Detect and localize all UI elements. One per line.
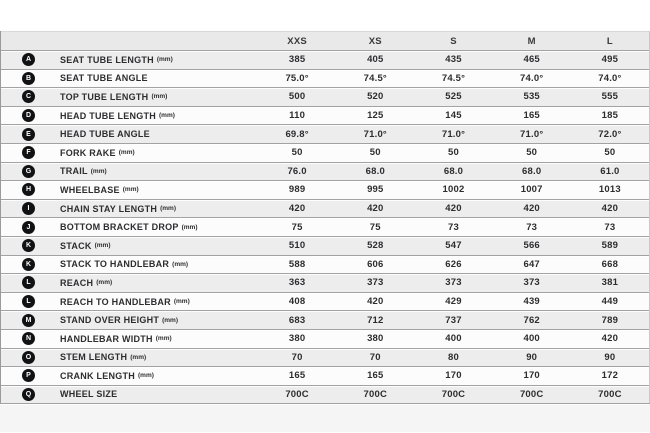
row-value-m: 700C: [519, 388, 544, 400]
row-value-xs: 75: [369, 221, 381, 233]
row-letter-badge: I: [22, 202, 35, 215]
row-value-xs: 420: [367, 296, 384, 308]
row-badge-cell: [1, 88, 56, 106]
row-unit: (mm): [138, 372, 154, 380]
row-label-cell: [56, 256, 258, 274]
row-value-m: 74.0°: [520, 72, 544, 84]
row-value-s: 73: [448, 221, 459, 233]
row-badge-cell: [1, 293, 56, 311]
row-value-l: 74.0°: [598, 72, 622, 84]
row-value-s: 737: [445, 314, 462, 326]
row-value-m: 439: [523, 296, 540, 308]
row-unit: (mm): [118, 149, 135, 157]
row-value-xxs: 50: [291, 147, 303, 159]
row-label-cell: [56, 218, 258, 236]
row-value-s: 71.0°: [441, 128, 466, 140]
row-value-m: 400: [523, 333, 540, 345]
row-value-s: 700C: [441, 388, 466, 400]
row-label-cell: [56, 311, 258, 329]
row-value-xs: 125: [367, 110, 384, 122]
row-badge-cell: [1, 256, 56, 274]
row-value-xxs: 363: [288, 277, 306, 289]
row-value-xxs: 510: [288, 240, 306, 252]
table-row: [1, 199, 649, 218]
row-value-xs: 405: [367, 54, 384, 66]
row-value-m: 90: [526, 351, 538, 363]
row-value-xxs: 75: [291, 221, 303, 233]
row-label: BOTTOM BRACKET DROP: [60, 222, 179, 233]
row-value-m: 762: [523, 314, 540, 326]
row-value-s: 80: [448, 351, 459, 363]
row-value-xxs: 700C: [285, 388, 309, 400]
row-value-xxs: 69.8°: [285, 128, 309, 140]
row-value-s: 420: [445, 203, 462, 215]
row-unit: (mm): [151, 93, 168, 101]
row-letter-badge: L: [22, 276, 35, 289]
row-label-cell: [56, 163, 258, 181]
row-value-s: 373: [445, 277, 462, 289]
row-value-s: 400: [445, 333, 462, 345]
row-letter-badge: K: [22, 239, 35, 252]
row-label: HANDLEBAR WIDTH: [60, 333, 153, 344]
row-label-cell: [56, 330, 258, 348]
row-value-xs: 74.5°: [363, 72, 387, 84]
row-badge-cell: [1, 218, 56, 236]
row-label: STAND OVER HEIGHT: [60, 315, 160, 326]
row-unit: (mm): [155, 335, 172, 343]
row-value-xxs: 75.0°: [285, 72, 309, 84]
row-value-xs: 68.0: [365, 165, 385, 177]
row-letter-badge: E: [22, 128, 35, 141]
row-value-l: 789: [601, 314, 619, 326]
row-value-l: 172: [601, 370, 619, 382]
row-label: HEAD TUBE LENGTH: [60, 110, 156, 121]
row-value-s: 1002: [442, 184, 465, 196]
row-label: TOP TUBE LENGTH: [60, 91, 149, 102]
row-unit: (mm): [122, 186, 139, 194]
row-badge-cell: [1, 125, 56, 143]
row-value-xxs: 70: [291, 351, 303, 363]
row-value-xxs: 989: [288, 184, 306, 196]
row-value-l: 700C: [598, 388, 622, 400]
row-value-l: 72.0°: [598, 128, 622, 140]
row-letter-badge: D: [22, 109, 35, 122]
row-value-l: 73: [604, 221, 616, 233]
row-value-xxs: 165: [288, 370, 306, 382]
row-label-cell: [56, 200, 258, 218]
row-value-xxs: 408: [288, 296, 306, 308]
row-label-cell: [56, 144, 258, 162]
row-value-m: 1007: [520, 184, 543, 196]
header-badge-spacer: [1, 32, 56, 50]
row-unit: (mm): [96, 279, 113, 287]
col-header-s: S: [450, 35, 457, 47]
row-label: WHEELBASE: [60, 184, 120, 195]
row-value-m: 170: [523, 370, 540, 382]
table-row: [1, 385, 649, 404]
row-value-m: 68.0: [522, 165, 542, 177]
row-label-cell: [56, 293, 258, 311]
row-label: SEAT TUBE LENGTH: [60, 54, 154, 65]
row-label: WHEEL SIZE: [60, 389, 118, 400]
row-value-xs: 50: [369, 147, 381, 159]
row-letter-badge: P: [22, 369, 35, 382]
row-value-l: 449: [601, 296, 619, 308]
table-row: [1, 106, 649, 125]
row-letter-badge: F: [22, 146, 35, 159]
row-label-cell: [56, 386, 258, 404]
row-value-l: 420: [601, 203, 619, 215]
row-label: SEAT TUBE ANGLE: [60, 73, 148, 84]
row-value-xxs: 500: [288, 91, 306, 103]
col-header-l: L: [606, 35, 613, 47]
row-badge-cell: [1, 349, 56, 367]
row-value-m: 71.0°: [520, 128, 544, 140]
row-value-xxs: 385: [288, 54, 306, 66]
row-badge-cell: [1, 51, 56, 69]
row-badge-cell: [1, 200, 56, 218]
table-row: [1, 87, 649, 106]
row-value-xs: 373: [367, 277, 384, 289]
row-value-s: 547: [445, 240, 462, 252]
row-value-s: 626: [445, 258, 462, 270]
row-value-xs: 165: [367, 370, 384, 382]
row-value-s: 50: [448, 147, 459, 159]
table-row: [1, 50, 649, 69]
row-value-xxs: 588: [288, 258, 306, 270]
geometry-table-body: [1, 50, 649, 403]
row-value-s: 435: [445, 54, 462, 66]
row-badge-cell: [1, 367, 56, 385]
row-label: STEM LENGTH: [60, 352, 128, 363]
col-header-xs: XS: [368, 35, 382, 47]
row-unit: (mm): [160, 205, 176, 213]
row-badge-cell: [1, 107, 56, 125]
row-value-s: 170: [445, 370, 462, 382]
row-value-s: 74.5°: [441, 72, 466, 84]
row-letter-badge: L: [22, 295, 35, 308]
row-letter-badge: N: [22, 332, 35, 345]
row-label: TRAIL: [60, 166, 88, 177]
row-value-m: 165: [523, 110, 540, 122]
row-label-cell: [56, 51, 258, 69]
row-value-l: 589: [601, 240, 619, 252]
row-label-cell: [56, 88, 258, 106]
row-label: REACH: [60, 277, 94, 288]
table-row: [1, 273, 649, 292]
table-row: [1, 348, 649, 367]
table-row: [1, 292, 649, 311]
row-value-xxs: 110: [289, 110, 306, 122]
table-row: [1, 69, 649, 88]
row-unit: (mm): [90, 167, 107, 175]
row-label: FORK RAKE: [60, 147, 116, 158]
row-badge-cell: [1, 330, 56, 348]
row-label-cell: [56, 274, 258, 292]
col-header-xxs: XXS: [287, 35, 307, 47]
row-value-s: 145: [445, 110, 462, 122]
row-value-xs: 528: [367, 240, 384, 252]
row-value-xs: 520: [367, 91, 384, 103]
col-header-m: M: [527, 35, 536, 47]
row-badge-cell: [1, 70, 56, 88]
row-label: CHAIN STAY LENGTH: [60, 203, 158, 214]
table-row: [1, 217, 649, 236]
row-value-m: 535: [523, 91, 540, 103]
row-value-l: 495: [601, 54, 619, 66]
row-value-xxs: 683: [288, 314, 306, 326]
row-value-l: 555: [601, 91, 619, 103]
row-letter-badge: J: [22, 221, 35, 234]
row-letter-badge: H: [22, 183, 35, 196]
row-value-l: 185: [601, 110, 619, 122]
row-value-xs: 995: [367, 184, 384, 196]
row-badge-cell: [1, 274, 56, 292]
row-letter-badge: G: [22, 165, 35, 178]
row-badge-cell: [1, 144, 56, 162]
table-row: [1, 366, 649, 385]
table-row: [1, 143, 649, 162]
row-label-cell: [56, 125, 258, 143]
row-label: HEAD TUBE ANGLE: [60, 129, 150, 140]
row-value-xs: 712: [367, 314, 384, 326]
table-row: [1, 124, 649, 143]
row-unit: (mm): [173, 298, 190, 306]
row-label-cell: [56, 237, 258, 255]
row-value-m: 50: [526, 147, 538, 159]
row-value-l: 50: [604, 147, 616, 159]
row-badge-cell: [1, 181, 56, 199]
row-unit: (mm): [94, 242, 111, 250]
row-value-l: 90: [604, 351, 616, 363]
row-value-l: 381: [601, 277, 619, 289]
row-label-cell: [56, 70, 258, 88]
row-label-cell: [56, 367, 258, 385]
table-row: [1, 180, 649, 199]
table-row: [1, 329, 649, 348]
row-value-l: 61.0: [600, 165, 620, 177]
table-row: [1, 255, 649, 274]
row-label-cell: [56, 181, 258, 199]
row-value-m: 465: [523, 54, 540, 66]
row-value-xxs: 76.0: [287, 165, 307, 177]
row-letter-badge: Q: [22, 388, 35, 401]
row-letter-badge: B: [22, 72, 35, 85]
row-value-s: 68.0: [443, 165, 464, 177]
header-label-spacer: [56, 32, 258, 50]
row-value-m: 373: [523, 277, 540, 289]
row-unit: (mm): [172, 260, 189, 268]
row-label-cell: [56, 349, 258, 367]
row-value-xs: 70: [369, 351, 381, 363]
row-unit: (mm): [159, 112, 175, 120]
row-value-xs: 380: [367, 333, 384, 345]
row-value-m: 420: [523, 203, 540, 215]
row-value-xs: 71.0°: [363, 128, 387, 140]
row-letter-badge: A: [22, 53, 35, 66]
row-badge-cell: [1, 237, 56, 255]
row-value-m: 647: [523, 258, 540, 270]
row-letter-badge: K: [22, 258, 35, 271]
row-label: REACH TO HANDLEBAR: [60, 296, 171, 307]
row-badge-cell: [1, 386, 56, 404]
row-value-xxs: 380: [288, 333, 306, 345]
row-value-s: 429: [445, 296, 462, 308]
row-label-cell: [56, 107, 258, 125]
row-value-l: 1013: [598, 184, 621, 196]
table-row: [1, 162, 649, 181]
row-value-l: 420: [601, 333, 619, 345]
row-value-s: 525: [445, 91, 462, 103]
table-header-row: [1, 31, 649, 50]
row-letter-badge: O: [22, 351, 35, 364]
row-value-xs: 420: [367, 203, 384, 215]
row-letter-badge: M: [22, 314, 35, 327]
table-row: [1, 310, 649, 329]
row-badge-cell: [1, 311, 56, 329]
row-value-m: 566: [523, 240, 540, 252]
geometry-table: [0, 31, 650, 403]
row-label: CRANK LENGTH: [60, 370, 135, 381]
row-unit: (mm): [181, 223, 198, 231]
row-value-xs: 700C: [363, 388, 388, 400]
row-label: STACK TO HANDLEBAR: [60, 259, 170, 270]
row-unit: (mm): [156, 56, 173, 64]
row-unit: (mm): [162, 316, 178, 324]
row-label: STACK: [60, 240, 92, 251]
bottom-gray-band: [0, 403, 650, 432]
row-value-xxs: 420: [288, 203, 306, 215]
row-letter-badge: C: [22, 90, 35, 103]
top-whitespace: [0, 0, 650, 31]
row-badge-cell: [1, 163, 56, 181]
row-value-xs: 606: [367, 258, 384, 270]
row-value-l: 668: [601, 258, 619, 270]
row-value-m: 73: [526, 221, 538, 233]
table-row: [1, 236, 649, 255]
row-unit: (mm): [130, 353, 147, 361]
